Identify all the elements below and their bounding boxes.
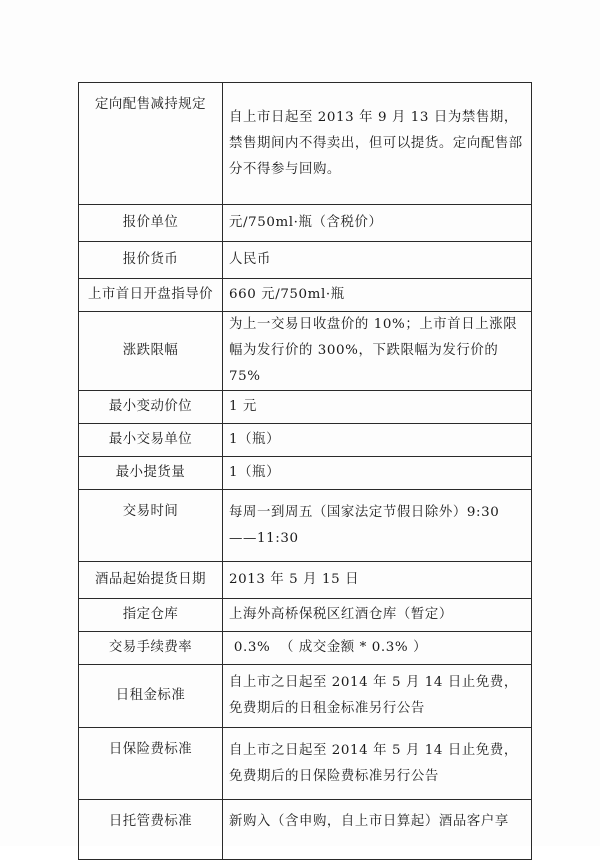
table-row [79, 599, 532, 632]
row-value: 每周一到周五（国家法定节假日除外）9:30——11:30 [223, 490, 532, 562]
row-value: 元/750ml·瓶（含税价） [223, 205, 532, 242]
table-row [79, 457, 532, 490]
row-label: 日租金标准 [79, 665, 223, 728]
table-row [79, 279, 532, 312]
row-value: 1（瓶） [223, 457, 532, 490]
row-label: 最小提货量 [79, 457, 223, 490]
table-row [79, 205, 532, 242]
row-label: 报价货币 [79, 242, 223, 279]
row-value: 1 元 [223, 391, 532, 424]
table-row [79, 391, 532, 424]
table-row [79, 312, 532, 391]
row-label: 最小变动价位 [79, 391, 223, 424]
row-label: 日托管费标准 [79, 800, 223, 860]
row-label: 交易手续费率 [79, 632, 223, 665]
row-label: 上市首日开盘指导价 [79, 279, 223, 312]
table-row [79, 665, 532, 728]
row-value: 自上市之日起至 2014 年 5 月 14 日止免费，免费期后的日保险费标准另行公告 [223, 728, 532, 800]
table-row [79, 800, 532, 860]
row-label: 涨跌限幅 [79, 312, 223, 391]
table-row [79, 728, 532, 800]
row-value: 自上市日起至 2013 年 9 月 13 日为禁售期，禁售期间内不得卖出，但可以提货。定向配售部分不得参与回购。 [223, 83, 532, 205]
row-label: 酒品起始提货日期 [79, 562, 223, 599]
table-row [79, 424, 532, 457]
table-row [79, 242, 532, 279]
table-row [79, 632, 532, 665]
row-value: 上海外高桥保税区红酒仓库（暂定） [223, 599, 532, 632]
row-value: 660 元/750ml·瓶 [223, 279, 532, 312]
table-row [79, 490, 532, 562]
row-label: 指定仓库 [79, 599, 223, 632]
row-value: 1（瓶） [223, 424, 532, 457]
row-value: 0.3% （ 成交金额 * 0.3% ） [223, 632, 532, 665]
row-value: 人民币 [223, 242, 532, 279]
row-value: 新购入（含申购，自上市日算起）酒品客户享 [223, 800, 532, 860]
row-value: 自上市之日起至 2014 年 5 月 14 日止免费，免费期后的日租金标准另行公告 [223, 665, 532, 728]
row-label: 最小交易单位 [79, 424, 223, 457]
row-value: 为上一交易日收盘价的 10%；上市首日上涨限幅为发行价的 300%，下跌限幅为发行价的 75% [223, 312, 532, 391]
row-value: 2013 年 5 月 15 日 [223, 562, 532, 599]
row-label: 定向配售减持规定 [79, 83, 223, 205]
spec-table [78, 82, 532, 860]
table-row [79, 562, 532, 599]
row-label: 交易时间 [79, 490, 223, 562]
table-row [79, 83, 532, 205]
row-label: 日保险费标准 [79, 728, 223, 800]
row-label: 报价单位 [79, 205, 223, 242]
